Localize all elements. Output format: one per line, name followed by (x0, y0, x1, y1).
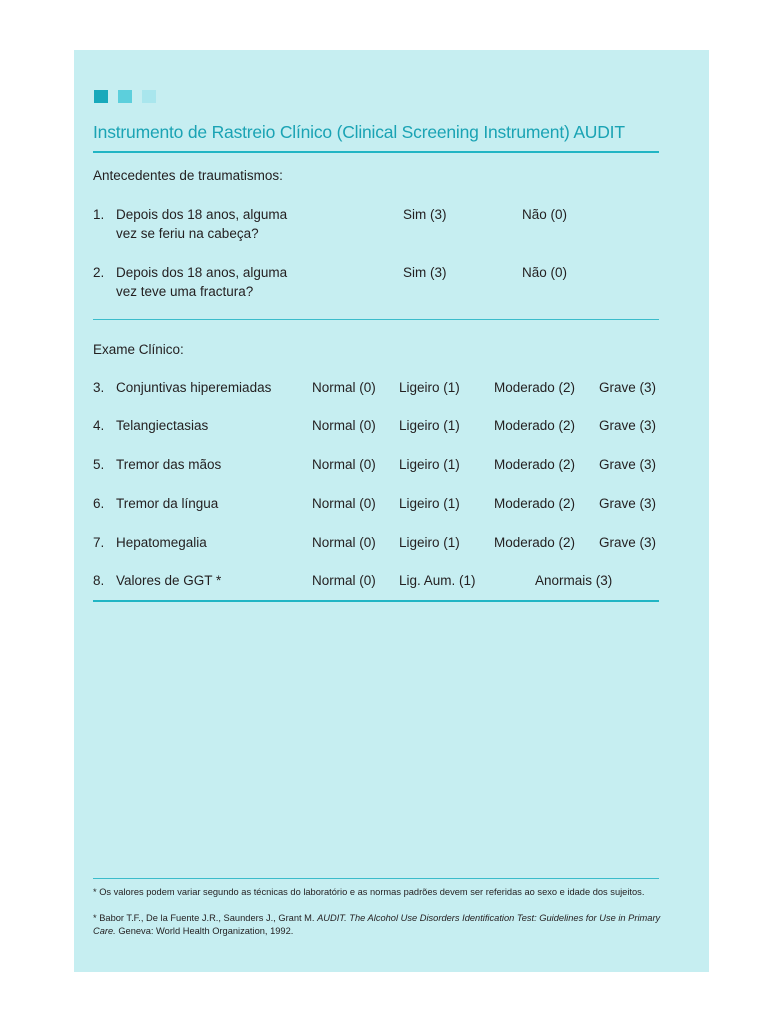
section-heading-exam: Exame Clínico: (93, 342, 184, 357)
row-number: 8. (93, 573, 105, 588)
option-normal: Normal (0) (312, 380, 376, 395)
section-divider (93, 319, 659, 320)
reference-authors: * Babor T.F., De la Fuente J.R., Saunders J., Grant M. (93, 913, 318, 923)
row-label: Hepatomegalia (116, 535, 207, 550)
option-moderate: Moderado (2) (494, 380, 576, 395)
option-severe: Grave (3) (599, 535, 657, 550)
option-mild: Ligeiro (1) (399, 418, 460, 433)
option-normal: Normal (0) (312, 457, 376, 472)
reference-publisher: Geneva: World Health Organization, 1992. (115, 926, 294, 936)
option-normal: Normal (0) (312, 418, 376, 433)
option-severe: Grave (3) (599, 496, 657, 511)
option-normal: Normal (0) (312, 535, 376, 550)
option-abnormal: Anormais (3) (535, 573, 613, 588)
option-normal: Normal (0) (312, 496, 376, 511)
square-icon (118, 90, 132, 103)
option-no: Não (0) (522, 207, 568, 222)
footnote-divider (93, 878, 659, 879)
section-end-divider (93, 600, 659, 602)
question-number: 2. (93, 265, 105, 280)
row-number: 3. (93, 380, 105, 395)
option-moderate: Moderado (2) (494, 496, 576, 511)
option-yes: Sim (3) (403, 207, 447, 222)
question-text: Depois dos 18 anos, alguma (116, 265, 288, 280)
title-divider (93, 151, 659, 153)
option-mild: Ligeiro (1) (399, 535, 460, 550)
option-yes: Sim (3) (403, 265, 447, 280)
section-heading-trauma: Antecedentes de traumatismos: (93, 168, 283, 183)
option-mild: Ligeiro (1) (399, 380, 460, 395)
square-icon (94, 90, 108, 103)
option-normal: Normal (0) (312, 573, 376, 588)
row-label: Valores de GGT * (116, 573, 222, 588)
option-mild: Ligeiro (1) (399, 496, 460, 511)
row-label: Tremor da língua (116, 496, 219, 511)
row-label: Telangiectasias (116, 418, 209, 433)
option-severe: Grave (3) (599, 418, 657, 433)
square-icon (142, 90, 156, 103)
footnote-reference (93, 912, 663, 938)
option-severe: Grave (3) (599, 380, 657, 395)
footnote-lab-values: * Os valores podem variar segundo as técnicas do laboratório e as normas padrões devem ser referidas ao sexo e idade dos sujeitos. (93, 887, 645, 897)
row-number: 7. (93, 535, 105, 550)
document-page (74, 50, 709, 972)
question-text: Depois dos 18 anos, alguma (116, 207, 288, 222)
option-moderate: Moderado (2) (494, 535, 576, 550)
option-moderate: Moderado (2) (494, 418, 576, 433)
row-number: 5. (93, 457, 105, 472)
option-severe: Grave (3) (599, 457, 657, 472)
row-number: 4. (93, 418, 105, 433)
reference-title: AUDIT. The Alcohol Use Disorders Identification Test: Guidelines for Use in Primary Care. (93, 913, 661, 936)
row-label: Tremor das mãos (116, 457, 222, 472)
question-number: 1. (93, 207, 105, 222)
question-text: vez teve uma fractura? (116, 284, 254, 299)
option-moderate: Moderado (2) (494, 457, 576, 472)
option-no: Não (0) (522, 265, 568, 280)
option-slightly-raised: Lig. Aum. (1) (399, 573, 476, 588)
page-title: Instrumento de Rastreio Clínico (Clinical Screening Instrument) AUDIT (93, 122, 625, 142)
question-text: vez se feriu na cabeça? (116, 226, 259, 241)
option-mild: Ligeiro (1) (399, 457, 460, 472)
row-label: Conjuntivas hiperemiadas (116, 380, 272, 395)
row-number: 6. (93, 496, 105, 511)
